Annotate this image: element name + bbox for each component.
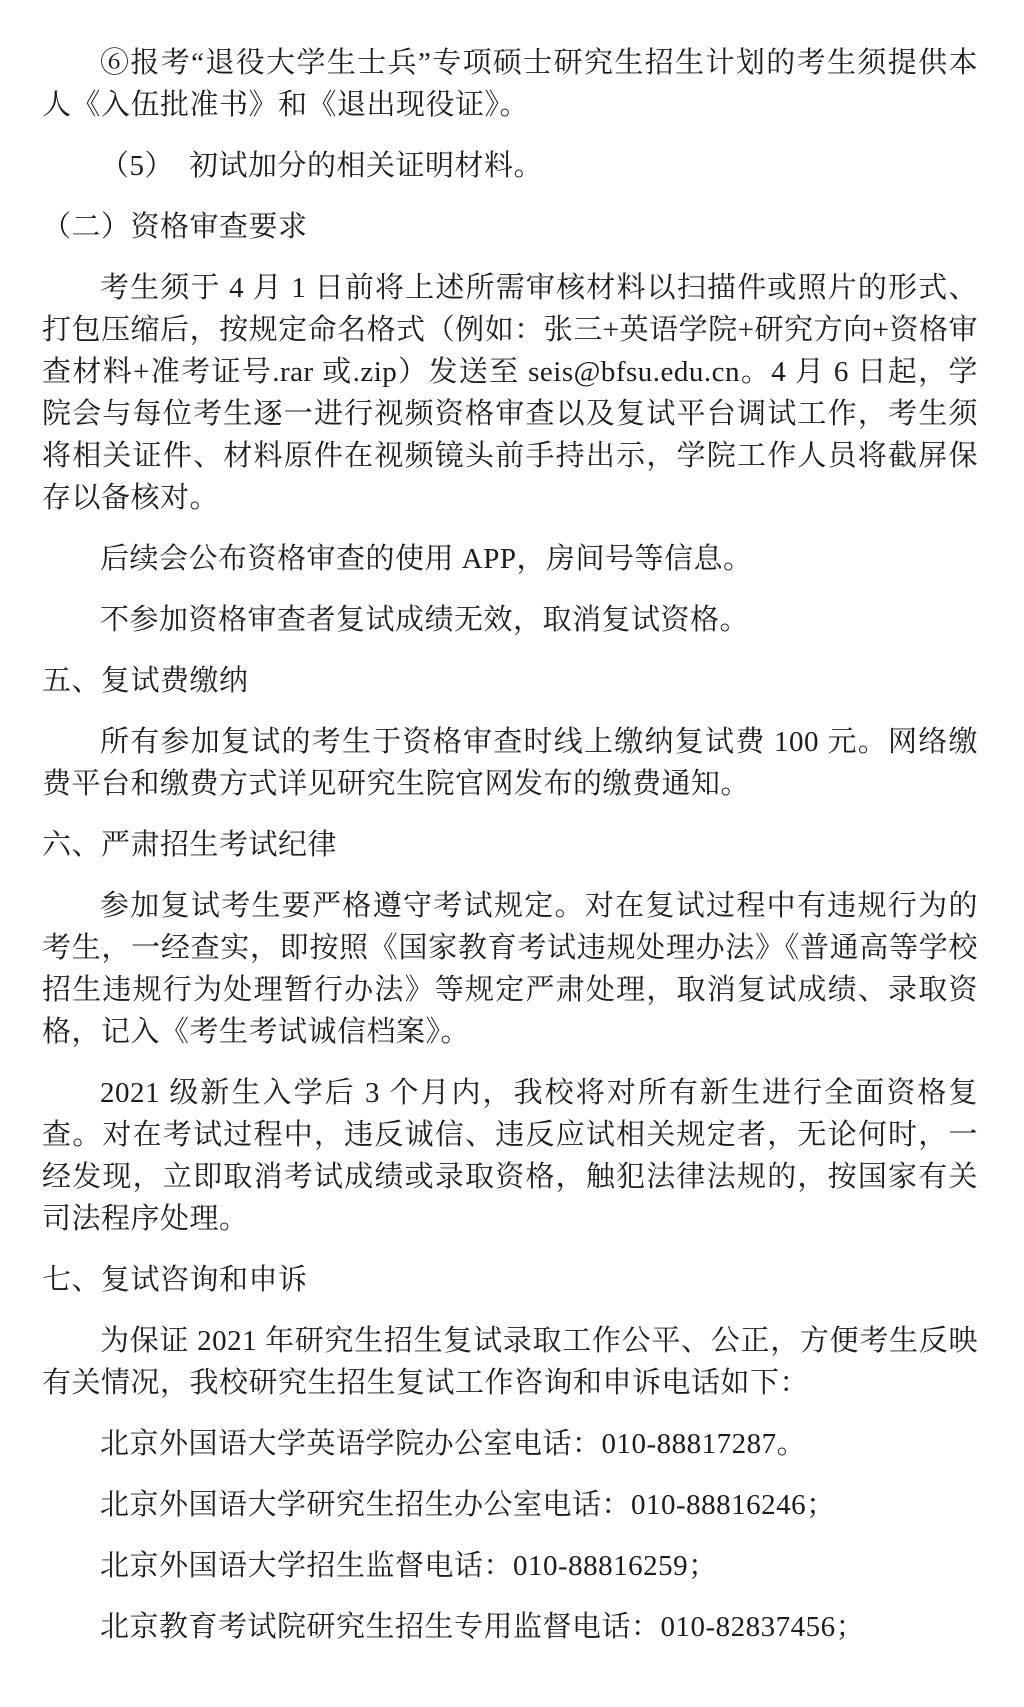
- heading-section-2-qualification-review: （二）资格审查要求: [42, 211, 308, 243]
- para-phone-graduate-admission-office: 北京外国语大学研究生招生办公室电话：010-88816246；: [100, 1489, 836, 1521]
- para-veteran-soldier-requirement: ⑥报考“退役大学生士兵”专项硕士研究生招生计划的考生须提供本人《入伍批准书》和《退出现役证》。: [42, 47, 978, 121]
- para-phone-beijing-exam-authority: 北京教育考试院研究生招生专用监督电话：010-82837456；: [100, 1611, 866, 1643]
- heading-section-7-consultation-appeal: 七、复试咨询和申诉: [42, 1264, 308, 1296]
- para-no-review-invalid: 不参加资格审查者复试成绩无效，取消复试资格。: [100, 604, 750, 636]
- para-consultation-intro: 为保证 2021 年研究生招生复试录取工作公平、公正，方便考生反映有关情况，我校研究生招生复试工作咨询和申诉电话如下：: [42, 1325, 978, 1399]
- para-retest-fee-payment: 所有参加复试的考生于资格审查时线上缴纳复试费 100 元。网络缴费平台和缴费方式详见研究生院官网发布的缴费通知。: [42, 726, 978, 800]
- heading-section-5-retest-fee: 五、复试费缴纳: [42, 665, 249, 697]
- para-material-submission-instructions: 考生须于 4 月 1 日前将上述所需审核材料以扫描件或照片的形式、打包压缩后，按规定命名格式（例如：张三+英语学院+研究方向+资格审查材料+准考证号.rar 或.zip）发送至 seis@bfsu.edu.cn。4 月 6 日起，学院会与每位考生逐一进行视频资格审查以及复试平台调试工作，考生须将相关证件、材料原件在视频镜头前手持出示，学院工作人员将截屏保存以备核对。: [42, 272, 978, 514]
- para-app-room-info: 后续会公布资格审查的使用 APP，房间号等信息。: [100, 543, 753, 575]
- para-item-5-bonus-materials: （5） 初试加分的相关证明材料。: [100, 150, 544, 182]
- para-phone-admission-supervision: 北京外国语大学招生监督电话：010-88816259；: [100, 1550, 718, 1582]
- para-phone-english-school-office: 北京外国语大学英语学院办公室电话：010-88817287。: [100, 1428, 807, 1460]
- para-new-student-recheck: 2021 级新生入学后 3 个月内，我校将对所有新生进行全面资格复查。对在考试过程中，违反诚信、违反应试相关规定者，无论何时，一经发现，立即取消考试成绩或录取资格，触犯法律法规的，按国家有关司法程序处理。: [42, 1077, 978, 1235]
- para-discipline-violation-handling: 参加复试考生要严格遵守考试规定。对在复试过程中有违规行为的考生，一经查实，即按照《国家教育考试违规处理办法》《普通高等学校招生违规行为处理暂行办法》等规定严肃处理，取消复试成绩、录取资格，记入《考生考试诚信档案》。: [42, 890, 978, 1048]
- heading-section-6-exam-discipline: 六、严肃招生考试纪律: [42, 829, 338, 861]
